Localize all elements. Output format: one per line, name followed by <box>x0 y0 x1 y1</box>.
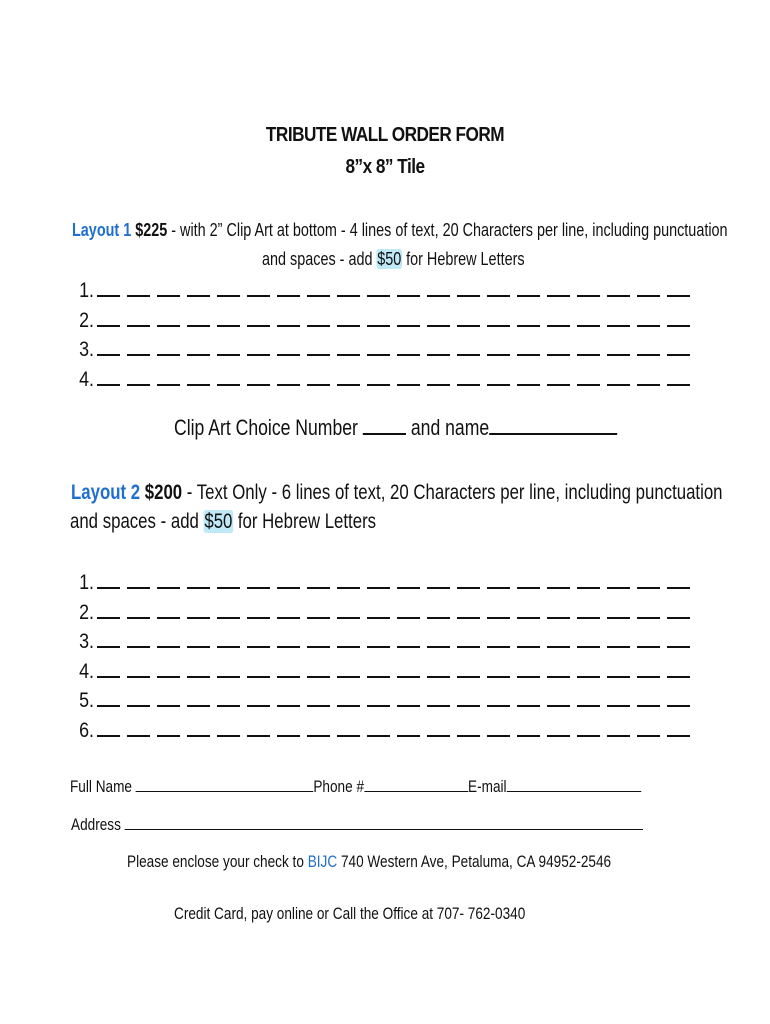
character-blank[interactable] <box>337 308 360 327</box>
character-blank[interactable] <box>337 337 360 356</box>
character-blank[interactable] <box>577 367 600 386</box>
character-blank[interactable] <box>367 367 390 386</box>
character-blank[interactable] <box>487 659 510 678</box>
character-blank[interactable] <box>367 570 390 589</box>
character-blank[interactable] <box>97 629 120 648</box>
character-blank[interactable] <box>367 718 390 737</box>
full-name-label: Full Name <box>70 777 136 796</box>
character-blanks[interactable] <box>97 659 690 678</box>
character-blank[interactable] <box>367 337 390 356</box>
character-blank[interactable] <box>427 629 450 648</box>
layout2-line-5[interactable] <box>74 688 690 713</box>
character-blank[interactable] <box>577 570 600 589</box>
character-blank[interactable] <box>607 278 630 297</box>
character-blank[interactable] <box>607 718 630 737</box>
character-blank[interactable] <box>127 600 150 619</box>
line-number: 1. <box>79 279 94 302</box>
character-blank[interactable] <box>247 629 270 648</box>
character-blank[interactable] <box>97 367 120 386</box>
character-blank[interactable] <box>97 718 120 737</box>
character-blank[interactable] <box>637 688 660 707</box>
contact-address-row <box>71 815 643 835</box>
character-blank[interactable] <box>457 659 480 678</box>
character-blank[interactable] <box>247 278 270 297</box>
character-blank[interactable] <box>547 629 570 648</box>
layout2-line-1[interactable] <box>74 570 690 595</box>
clipart-name-label: and name <box>405 415 490 440</box>
character-blank[interactable] <box>157 278 180 297</box>
credit-card-instructions: Credit Card, pay online or Call the Office at 707- 762-0340 <box>174 904 526 923</box>
character-blank[interactable] <box>607 659 630 678</box>
character-blank[interactable] <box>337 659 360 678</box>
character-blank[interactable] <box>517 659 540 678</box>
character-blank[interactable] <box>367 308 390 327</box>
character-blank[interactable] <box>457 570 480 589</box>
character-blank[interactable] <box>127 278 150 297</box>
character-blank[interactable] <box>427 367 450 386</box>
character-blank[interactable] <box>277 659 300 678</box>
tile-size-subtitle: 8”x 8” Tile <box>345 156 425 178</box>
character-blank[interactable] <box>607 570 630 589</box>
layout2-hebrew-price: $50 <box>204 510 233 533</box>
line-number: 5. <box>79 689 94 712</box>
email-label: E-mail <box>468 777 507 796</box>
character-blank[interactable] <box>277 570 300 589</box>
phone-label: Phone # <box>313 777 365 796</box>
character-blank[interactable] <box>517 337 540 356</box>
character-blank[interactable] <box>397 718 420 737</box>
character-blank[interactable] <box>517 367 540 386</box>
check-address: 740 Western Ave, Petaluma, CA 94952-2546 <box>337 852 612 871</box>
character-blank[interactable] <box>277 629 300 648</box>
layout1-hebrew-note <box>262 249 525 270</box>
character-blank[interactable] <box>157 337 180 356</box>
character-blank[interactable] <box>397 600 420 619</box>
line-number: 4. <box>79 659 94 683</box>
character-blank[interactable] <box>667 629 690 648</box>
character-blank[interactable] <box>487 688 510 707</box>
character-blank[interactable] <box>217 600 240 619</box>
character-blank[interactable] <box>337 570 360 589</box>
layout1-description-text: - with 2” Clip Art at bottom - 4 lines of text, 20 Characters per line, including punctuation <box>167 220 728 240</box>
address-field[interactable] <box>125 815 643 830</box>
character-blanks[interactable] <box>97 718 690 737</box>
character-blank[interactable] <box>577 337 600 356</box>
character-blank[interactable] <box>637 337 660 356</box>
character-blank[interactable] <box>667 718 690 737</box>
character-blank[interactable] <box>217 718 240 737</box>
character-blank[interactable] <box>547 308 570 327</box>
character-blank[interactable] <box>217 570 240 589</box>
character-blank[interactable] <box>187 337 210 356</box>
layout2-hebrew-note <box>70 510 376 534</box>
character-blank[interactable] <box>217 629 240 648</box>
email-field[interactable] <box>507 777 641 792</box>
character-blank[interactable] <box>517 570 540 589</box>
character-blank[interactable] <box>97 688 120 707</box>
character-blank[interactable] <box>127 367 150 386</box>
character-blank[interactable] <box>187 570 210 589</box>
character-blank[interactable] <box>247 337 270 356</box>
character-blank[interactable] <box>397 688 420 707</box>
character-blank[interactable] <box>607 688 630 707</box>
character-blank[interactable] <box>337 600 360 619</box>
character-blank[interactable] <box>187 278 210 297</box>
character-blank[interactable] <box>97 278 120 297</box>
character-blank[interactable] <box>517 308 540 327</box>
character-blank[interactable] <box>427 308 450 327</box>
layout1-line-1[interactable] <box>74 278 690 303</box>
phone-field[interactable] <box>364 777 468 792</box>
character-blank[interactable] <box>577 278 600 297</box>
character-blanks[interactable] <box>97 688 690 707</box>
character-blank[interactable] <box>247 570 270 589</box>
character-blank[interactable] <box>667 367 690 386</box>
character-blank[interactable] <box>637 629 660 648</box>
character-blank[interactable] <box>307 600 330 619</box>
character-blank[interactable] <box>517 688 540 707</box>
character-blank[interactable] <box>427 688 450 707</box>
layout1-hebrew-suffix: for Hebrew Letters <box>402 249 525 269</box>
character-blank[interactable] <box>187 688 210 707</box>
character-blank[interactable] <box>487 718 510 737</box>
character-blank[interactable] <box>577 308 600 327</box>
layout1-description <box>72 220 728 241</box>
character-blank[interactable] <box>637 278 660 297</box>
character-blank[interactable] <box>637 718 660 737</box>
character-blank[interactable] <box>247 600 270 619</box>
character-blank[interactable] <box>157 570 180 589</box>
character-blank[interactable] <box>517 629 540 648</box>
org-name: BIJC <box>307 852 338 871</box>
character-blank[interactable] <box>577 718 600 737</box>
character-blank[interactable] <box>367 629 390 648</box>
character-blank[interactable] <box>277 600 300 619</box>
layout2-line-6[interactable] <box>74 718 690 743</box>
character-blank[interactable] <box>637 600 660 619</box>
clipart-number-label: Clip Art Choice Number <box>174 415 363 440</box>
character-blank[interactable] <box>217 688 240 707</box>
line-number: 2. <box>79 308 94 332</box>
character-blank[interactable] <box>457 688 480 707</box>
layout2-description-text: - Text Only - 6 lines of text, 20 Characters per line, including punctuation <box>182 481 723 504</box>
line-number: 3. <box>79 630 94 653</box>
character-blank[interactable] <box>397 367 420 386</box>
character-blank[interactable] <box>247 688 270 707</box>
character-blank[interactable] <box>487 629 510 648</box>
character-blank[interactable] <box>427 659 450 678</box>
character-blank[interactable] <box>367 659 390 678</box>
character-blank[interactable] <box>367 600 390 619</box>
character-blank[interactable] <box>337 629 360 648</box>
layout2-description <box>71 481 723 505</box>
character-blank[interactable] <box>157 308 180 327</box>
character-blank[interactable] <box>217 337 240 356</box>
character-blank[interactable] <box>127 570 150 589</box>
character-blank[interactable] <box>97 659 120 678</box>
character-blank[interactable] <box>157 600 180 619</box>
character-blanks[interactable] <box>97 570 690 589</box>
character-blanks[interactable] <box>97 337 690 356</box>
character-blank[interactable] <box>217 278 240 297</box>
character-blank[interactable] <box>397 337 420 356</box>
character-blank[interactable] <box>607 367 630 386</box>
character-blank[interactable] <box>277 688 300 707</box>
character-blank[interactable] <box>97 308 120 327</box>
character-blank[interactable] <box>157 718 180 737</box>
layout2-hebrew-suffix: for Hebrew Letters <box>233 510 377 533</box>
character-blanks[interactable] <box>97 629 690 648</box>
layout2-line-3[interactable] <box>74 629 690 654</box>
character-blank[interactable] <box>487 367 510 386</box>
character-blank[interactable] <box>127 718 150 737</box>
character-blank[interactable] <box>487 308 510 327</box>
character-blank[interactable] <box>247 308 270 327</box>
check-instructions <box>127 852 611 872</box>
character-blank[interactable] <box>217 659 240 678</box>
character-blank[interactable] <box>277 278 300 297</box>
character-blank[interactable] <box>457 600 480 619</box>
character-blank[interactable] <box>487 600 510 619</box>
character-blank[interactable] <box>487 337 510 356</box>
character-blank[interactable] <box>397 659 420 678</box>
character-blank[interactable] <box>457 308 480 327</box>
character-blank[interactable] <box>667 337 690 356</box>
character-blank[interactable] <box>307 367 330 386</box>
layout1-price: $225 <box>135 220 168 240</box>
character-blank[interactable] <box>367 278 390 297</box>
character-blank[interactable] <box>487 570 510 589</box>
character-blank[interactable] <box>607 337 630 356</box>
character-blank[interactable] <box>547 659 570 678</box>
character-blank[interactable] <box>637 308 660 327</box>
character-blank[interactable] <box>97 337 120 356</box>
character-blank[interactable] <box>307 688 330 707</box>
check-prefix: Please enclose your check to <box>127 852 308 871</box>
layout2-label: Layout 2 <box>71 481 141 504</box>
contact-name-row <box>70 777 641 797</box>
character-blank[interactable] <box>457 278 480 297</box>
character-blank[interactable] <box>397 308 420 327</box>
character-blank[interactable] <box>397 278 420 297</box>
character-blank[interactable] <box>547 337 570 356</box>
character-blank[interactable] <box>517 278 540 297</box>
character-blank[interactable] <box>427 337 450 356</box>
character-blank[interactable] <box>277 367 300 386</box>
character-blank[interactable] <box>397 570 420 589</box>
character-blanks[interactable] <box>97 367 690 386</box>
character-blank[interactable] <box>127 308 150 327</box>
character-blank[interactable] <box>547 570 570 589</box>
character-blank[interactable] <box>187 718 210 737</box>
character-blank[interactable] <box>187 308 210 327</box>
character-blank[interactable] <box>277 337 300 356</box>
full-name-field[interactable] <box>136 777 314 792</box>
line-number: 6. <box>79 718 94 742</box>
character-blank[interactable] <box>337 718 360 737</box>
character-blank[interactable] <box>667 659 690 678</box>
character-blank[interactable] <box>157 688 180 707</box>
character-blank[interactable] <box>427 278 450 297</box>
character-blank[interactable] <box>607 629 630 648</box>
character-blank[interactable] <box>217 367 240 386</box>
character-blank[interactable] <box>247 367 270 386</box>
character-blank[interactable] <box>307 718 330 737</box>
character-blank[interactable] <box>187 600 210 619</box>
character-blank[interactable] <box>607 600 630 619</box>
character-blank[interactable] <box>247 659 270 678</box>
character-blank[interactable] <box>337 278 360 297</box>
clipart-choice <box>174 415 617 441</box>
character-blank[interactable] <box>457 629 480 648</box>
address-label: Address <box>71 815 125 834</box>
character-blank[interactable] <box>307 337 330 356</box>
character-blank[interactable] <box>667 600 690 619</box>
layout2-price: $200 <box>144 481 183 504</box>
layout2-line-4[interactable] <box>74 659 690 684</box>
character-blank[interactable] <box>637 367 660 386</box>
character-blank[interactable] <box>307 308 330 327</box>
layout1-hebrew-price: $50 <box>377 249 402 269</box>
layout1-line-3[interactable] <box>74 337 690 362</box>
character-blank[interactable] <box>127 337 150 356</box>
clipart-number-field[interactable] <box>363 415 406 435</box>
character-blank[interactable] <box>427 600 450 619</box>
character-blank[interactable] <box>337 367 360 386</box>
character-blank[interactable] <box>457 718 480 737</box>
character-blank[interactable] <box>127 688 150 707</box>
character-blank[interactable] <box>637 570 660 589</box>
character-blank[interactable] <box>127 659 150 678</box>
line-number: 1. <box>79 571 94 594</box>
character-blank[interactable] <box>547 718 570 737</box>
layout1-line-4[interactable] <box>74 367 690 392</box>
character-blank[interactable] <box>577 629 600 648</box>
line-number: 3. <box>79 338 94 361</box>
character-blank[interactable] <box>307 629 330 648</box>
character-blank[interactable] <box>517 600 540 619</box>
character-blank[interactable] <box>577 688 600 707</box>
character-blank[interactable] <box>637 659 660 678</box>
character-blank[interactable] <box>457 337 480 356</box>
character-blank[interactable] <box>187 629 210 648</box>
character-blank[interactable] <box>97 570 120 589</box>
character-blank[interactable] <box>667 308 690 327</box>
character-blank[interactable] <box>187 659 210 678</box>
line-number: 4. <box>79 367 94 391</box>
character-blanks[interactable] <box>97 278 690 297</box>
character-blank[interactable] <box>667 278 690 297</box>
character-blank[interactable] <box>97 600 120 619</box>
character-blanks[interactable] <box>97 308 690 327</box>
character-blank[interactable] <box>277 718 300 737</box>
layout1-hebrew-prefix: and spaces - add <box>262 249 377 269</box>
character-blank[interactable] <box>367 688 390 707</box>
clipart-name-field[interactable] <box>489 415 617 435</box>
character-blank[interactable] <box>157 367 180 386</box>
character-blank[interactable] <box>157 629 180 648</box>
character-blank[interactable] <box>547 688 570 707</box>
character-blank[interactable] <box>127 629 150 648</box>
layout1-line-2[interactable] <box>74 308 690 333</box>
character-blank[interactable] <box>397 629 420 648</box>
character-blank[interactable] <box>427 718 450 737</box>
layout2-line-2[interactable] <box>74 600 690 625</box>
character-blank[interactable] <box>517 718 540 737</box>
line-number: 2. <box>79 600 94 624</box>
character-blank[interactable] <box>157 659 180 678</box>
layout2-hebrew-prefix: and spaces - add <box>70 510 204 533</box>
character-blank[interactable] <box>457 367 480 386</box>
character-blanks[interactable] <box>97 600 690 619</box>
character-blank[interactable] <box>607 308 630 327</box>
form-title: TRIBUTE WALL ORDER FORM <box>265 124 505 146</box>
character-blank[interactable] <box>337 688 360 707</box>
character-blank[interactable] <box>277 308 300 327</box>
character-blank[interactable] <box>667 570 690 589</box>
character-blank[interactable] <box>427 570 450 589</box>
character-blank[interactable] <box>307 570 330 589</box>
character-blank[interactable] <box>667 688 690 707</box>
character-blank[interactable] <box>307 278 330 297</box>
character-blank[interactable] <box>577 659 600 678</box>
character-blank[interactable] <box>217 308 240 327</box>
character-blank[interactable] <box>577 600 600 619</box>
layout1-label: Layout 1 <box>72 220 132 240</box>
character-blank[interactable] <box>187 367 210 386</box>
character-blank[interactable] <box>547 367 570 386</box>
character-blank[interactable] <box>547 600 570 619</box>
character-blank[interactable] <box>487 278 510 297</box>
character-blank[interactable] <box>547 278 570 297</box>
character-blank[interactable] <box>307 659 330 678</box>
character-blank[interactable] <box>247 718 270 737</box>
